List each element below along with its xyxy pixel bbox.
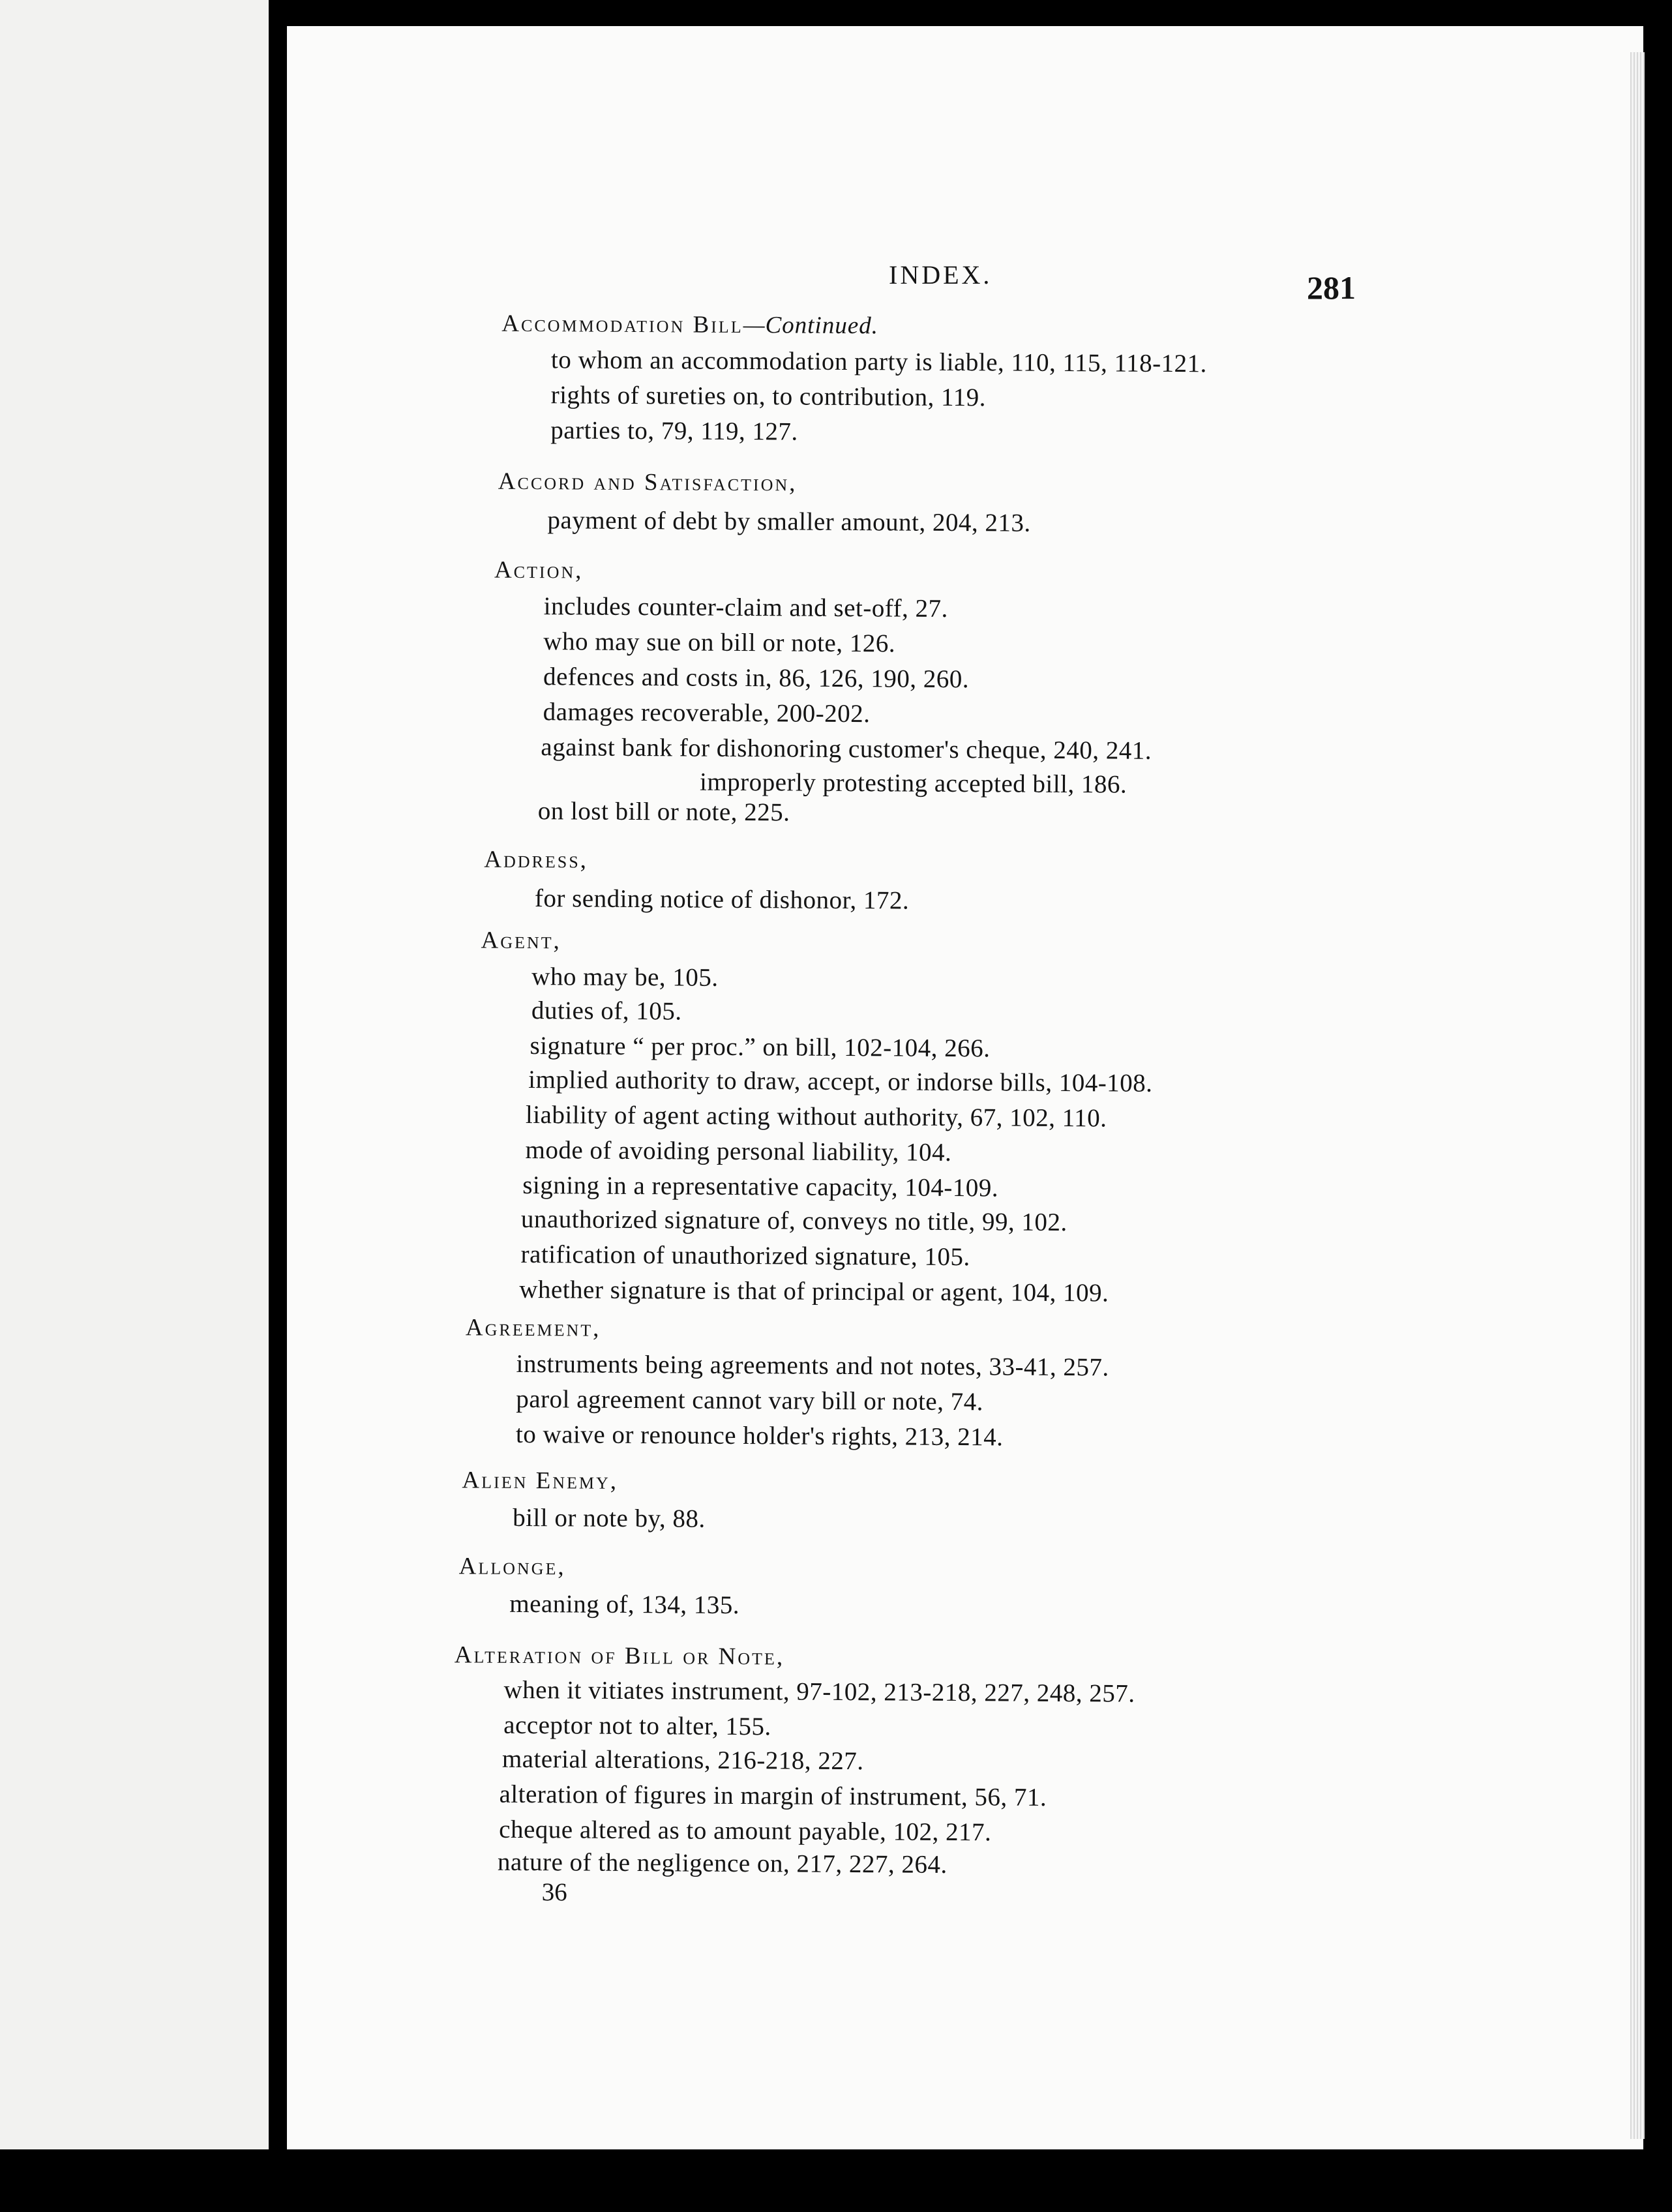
index-entry: alteration of figures in margin of instrument, 56, 71. — [499, 1780, 1047, 1812]
heading-accord-and-satisfaction: Accord and Satisfaction, — [498, 468, 798, 497]
index-entry: material alterations, 216-218, 227. — [501, 1744, 864, 1776]
heading-address: Address, — [484, 846, 589, 874]
index-entry: duties of, 105. — [531, 996, 682, 1026]
index-entry: to waive or renounce holder's rights, 213, 214. — [515, 1420, 1004, 1452]
index-entry: includes counter-claim and set-off, 27. — [543, 592, 948, 623]
index-entry: improperly protesting accepted bill, 186. — [699, 768, 1127, 799]
index-entry: parties to, 79, 119, 127. — [550, 416, 798, 446]
heading-agent: Agent, — [481, 927, 561, 955]
index-entry: against bank for dishonoring customer's cheque, 240, 241. — [541, 733, 1152, 765]
heading-agreement: Agreement, — [465, 1314, 601, 1342]
index-entry: defences and costs in, 86, 126, 190, 260. — [543, 663, 970, 694]
heading-alien-enemy: Alien Enemy, — [462, 1467, 619, 1495]
index-entry: instruments being agreements and not notes, 33-41, 257. — [516, 1349, 1109, 1382]
index-entry: when it vitiates instrument, 97-102, 213-218, 227, 248, 257. — [503, 1675, 1135, 1708]
index-entry: parol agreement cannot vary bill or note, 74. — [516, 1384, 984, 1416]
index-entry: for sending notice of dishonor, 172. — [534, 884, 910, 915]
index-entry: rights of sureties on, to contribution, 119. — [550, 381, 987, 412]
heading-allonge: Allonge, — [458, 1553, 566, 1581]
index-entry: liability of agent acting without authority, 67, 102, 110. — [525, 1100, 1107, 1133]
index-entry: who may be, 105. — [531, 963, 719, 992]
index-entry: who may sue on bill or note, 126. — [543, 627, 896, 658]
index-entry: on lost bill or note, 225. — [537, 797, 790, 827]
signature-folio: 36 — [541, 1878, 567, 1907]
index-entry: cheque altered as to amount payable, 102, 217. — [499, 1815, 992, 1847]
heading-alteration-of-bill-or-note: Alteration of Bill or Note, — [454, 1641, 785, 1671]
index-entry: damages recoverable, 200-202. — [543, 698, 871, 728]
index-entry: signing in a representative capacity, 104-109. — [522, 1171, 999, 1203]
index-entry: bill or note by, 88. — [513, 1503, 706, 1533]
heading-accommodation-bill: Accommodation Bill—Continued. — [501, 310, 879, 340]
index-entry: nature of the negligence on, 217, 227, 264. — [497, 1847, 948, 1879]
index-entry: whether signature is that of principal or agent, 104, 109. — [519, 1275, 1109, 1308]
index-entry: to whom an accommodation party is liable, 110, 115, 118-121. — [550, 346, 1208, 378]
index-entry: payment of debt by smaller amount, 204, 213. — [547, 506, 1031, 537]
index-entry: implied authority to draw, accept, or indorse bills, 104-108. — [528, 1066, 1153, 1098]
index-entry: acceptor not to alter, 155. — [503, 1711, 771, 1741]
index-entry: mode of avoiding personal liability, 104. — [525, 1135, 952, 1167]
heading-action: Action, — [494, 556, 584, 584]
running-head: INDEX. — [889, 260, 993, 290]
index-entry: unauthorized signature of, conveys no title, 99, 102. — [520, 1204, 1067, 1237]
index-entry: signature “ per proc.” on bill, 102-104, 266. — [530, 1032, 991, 1063]
page-number: 281 — [1307, 269, 1356, 306]
index-entry: meaning of, 134, 135. — [509, 1589, 740, 1620]
index-entry: ratification of unauthorized signature, 105. — [520, 1240, 970, 1272]
